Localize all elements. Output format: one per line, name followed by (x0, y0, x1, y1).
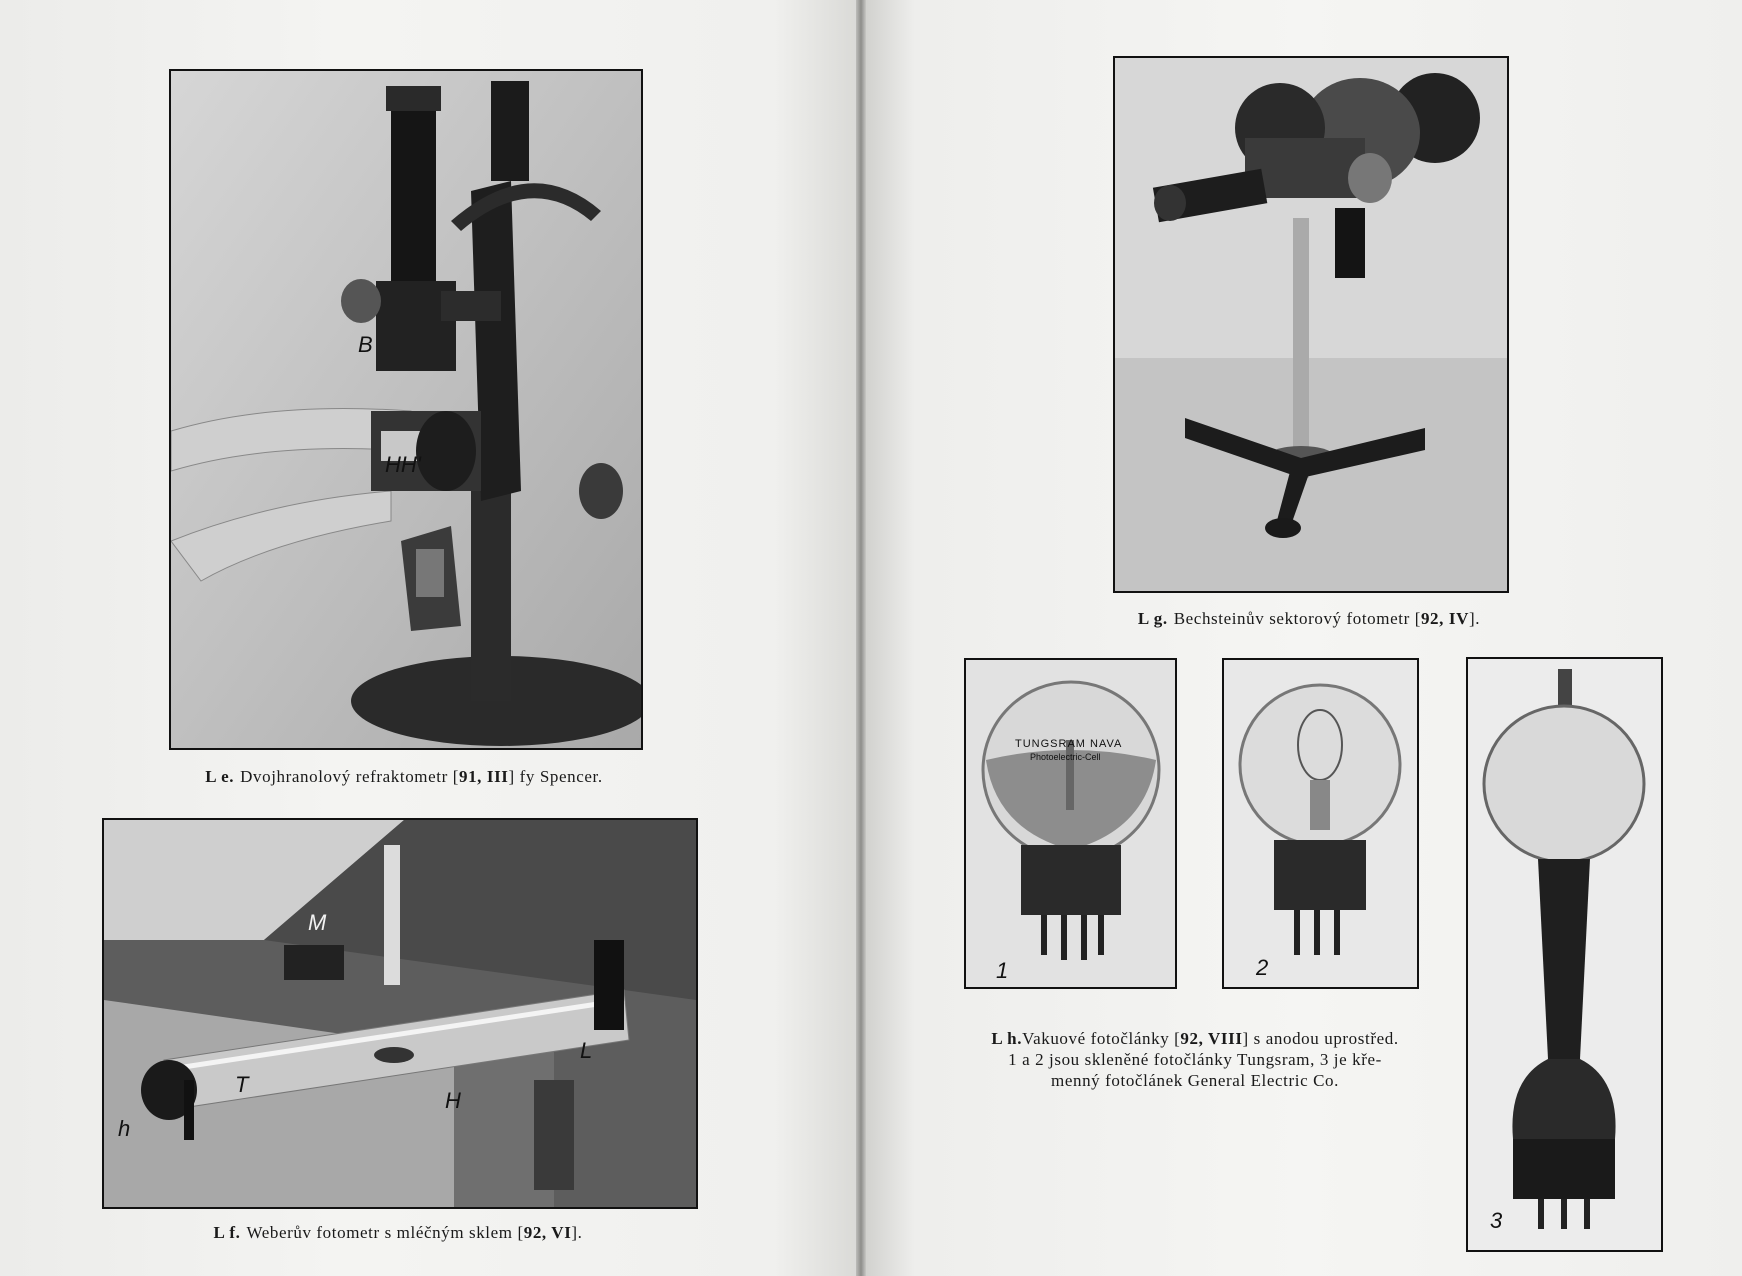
caption-lf-ref: 92, VI (523, 1223, 572, 1242)
photometer-bench-image (104, 820, 696, 1207)
caption-lg (1113, 608, 1505, 629)
caption-lf-tail: ]. (571, 1223, 583, 1242)
caption-lh-tag: L h. (991, 1029, 1023, 1048)
photocell-2-image (1224, 660, 1417, 987)
photocell-1-image (966, 660, 1175, 987)
plate-lg-photo (1113, 56, 1509, 593)
caption-le-tail: ] fy Spencer. (508, 767, 603, 786)
plate-lf-photo (102, 818, 698, 1209)
photocell-3-image (1468, 659, 1661, 1250)
bulb-print-2: Photoelectric-Cell (1030, 752, 1101, 762)
caption-le-ref: 91, III (458, 767, 509, 786)
caption-lg-tag: L g. (1137, 609, 1168, 628)
caption-lf-tag: L f. (213, 1223, 241, 1242)
caption-lh-line-1 (960, 1028, 1430, 1049)
plate-lh-cell-3 (1466, 657, 1663, 1252)
bulb-print: TUNGSRAM NAVA (1015, 738, 1123, 750)
caption-lh-text: Vakuové fotočlánky [ (1022, 1029, 1181, 1048)
caption-lg-ref: 92, IV (1420, 609, 1469, 628)
label-t: T (235, 1072, 249, 1097)
caption-lg-text: Bechsteinův sektorový fotometr [ (1173, 609, 1421, 628)
caption-lf-text: Weberův fotometr s mléčným sklem [ (246, 1223, 524, 1242)
book-gutter (856, 0, 866, 1276)
caption-lh-line-2: 1 a 2 jsou skleněné fotočlánky Tungsram, 3 je kře- (1008, 1050, 1382, 1069)
refractometer-image (171, 71, 641, 748)
caption-lg-tail: ]. (1468, 609, 1481, 628)
caption-lh-tail: ] s anodou uprostřed. (1242, 1029, 1399, 1048)
panel-number-1: 1 (996, 958, 1009, 983)
caption-le (169, 766, 639, 787)
caption-le-tag: L e. (205, 767, 235, 786)
label-l: L (580, 1038, 593, 1063)
label-h-upper: H (445, 1088, 461, 1113)
panel-number-2: 2 (1256, 955, 1269, 980)
caption-lh-line-3: menný fotočlánek General Electric Co. (1051, 1071, 1339, 1090)
caption-le-text: Dvojhranolový refraktometr [ (240, 767, 459, 786)
plate-le-photo (169, 69, 643, 750)
label-m: M (308, 910, 327, 935)
sector-photometer-image (1115, 58, 1507, 591)
plate-lh-cell-1 (964, 658, 1177, 989)
plate-lh-cell-2 (1222, 658, 1419, 989)
panel-number-3: 3 (1490, 1208, 1503, 1233)
label-h-lower: h (118, 1116, 131, 1141)
caption-lh (960, 1028, 1430, 1091)
label-hh: HH' (385, 452, 421, 477)
caption-lf (102, 1222, 694, 1243)
label-b: B (358, 332, 373, 357)
caption-lh-ref: 92, VIII (1180, 1029, 1243, 1048)
